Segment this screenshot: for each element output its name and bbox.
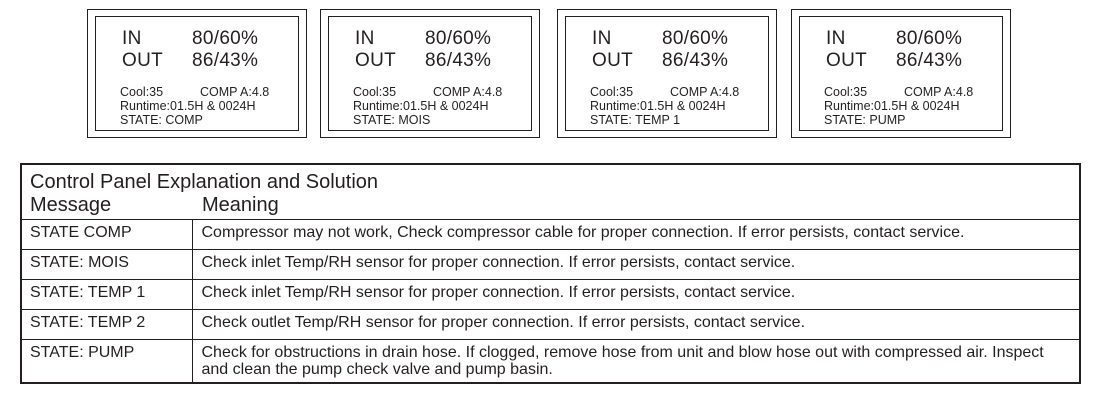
message-cell: STATE: TEMP 1 [21,280,192,310]
lcd-in-row [592,29,728,49]
lcd-screen [95,16,299,131]
lcd-display-mois [320,9,540,138]
lcd-display-pump [791,9,1011,138]
lcd-out-row [592,51,728,71]
lcd-display-temp1 [557,9,777,138]
in-value: 80/60% [425,28,492,49]
lcd-display-comp [87,9,307,138]
meaning-cell: Check for obstructions in drain hose. If clogged, remove hose from unit and blow hose out with compressed air. Inspect and clean the pump check valve and pump basin. [192,340,1080,384]
meaning-cell: Check outlet Temp/RH sensor for proper connection. If error persists, contact service. [192,310,1080,340]
table-title-row [21,164,1080,220]
lcd-cool-comp-line [353,85,502,99]
table-row [21,310,1080,340]
lcd-out-row [826,51,962,71]
in-value: 80/60% [192,28,259,49]
comp-value: COMP A:4.8 [200,85,270,99]
column-header-meaning: Meaning [202,194,279,216]
lcd-state-line: STATE: COMP [120,113,203,127]
lcd-screen [565,16,769,131]
lcd-in-row [355,29,491,49]
lcd-cool-comp-line [120,85,269,99]
in-label: IN [122,28,142,49]
lcd-runtime-line: Runtime:01.5H & 0024H [824,99,960,113]
in-value: 80/60% [896,28,963,49]
lcd-state-line: STATE: PUMP [824,113,906,127]
comp-value: COMP A:4.8 [904,85,974,99]
message-cell: STATE: TEMP 2 [21,310,192,340]
out-value: 86/43% [662,50,729,71]
comp-value: COMP A:4.8 [433,85,503,99]
out-value: 86/43% [896,50,963,71]
out-value: 86/43% [425,50,492,71]
in-value: 80/60% [662,28,729,49]
comp-value: COMP A:4.8 [670,85,740,99]
lcd-runtime-line: Runtime:01.5H & 0024H [353,99,489,113]
meaning-cell: Check inlet Temp/RH sensor for proper connection. If error persists, contact service. [192,280,1080,310]
lcd-state-line: STATE: MOIS [353,113,431,127]
cool-value: Cool:35 [590,85,634,99]
in-label: IN [592,28,612,49]
table-row [21,280,1080,310]
out-label: OUT [826,50,868,71]
lcd-screen [799,16,1003,131]
explanation-table [20,163,1081,384]
table-title: Control Panel Explanation and Solution [30,171,379,193]
out-label: OUT [592,50,634,71]
table-row [21,340,1080,384]
message-cell: STATE: MOIS [21,250,192,280]
in-label: IN [355,28,375,49]
cool-value: Cool:35 [120,85,164,99]
column-header-message: Message [30,194,112,216]
meaning-cell: Compressor may not work, Check compressor cable for proper connection. If error persists, contact service. [192,220,1080,250]
out-label: OUT [122,50,164,71]
lcd-out-row [355,51,491,71]
in-label: IN [826,28,846,49]
lcd-in-row [122,29,258,49]
cool-value: Cool:35 [824,85,868,99]
message-cell: STATE: PUMP [21,340,192,384]
column-headers [30,194,1071,217]
lcd-state-line: STATE: TEMP 1 [590,113,681,127]
out-label: OUT [355,50,397,71]
message-cell: STATE COMP [21,220,192,250]
table-row [21,250,1080,280]
out-value: 86/43% [192,50,259,71]
table-row [21,220,1080,250]
cool-value: Cool:35 [353,85,397,99]
table-header [21,164,1080,220]
lcd-runtime-line: Runtime:01.5H & 0024H [120,99,256,113]
meaning-cell: Check inlet Temp/RH sensor for proper connection. If error persists, contact service. [192,250,1080,280]
lcd-out-row [122,51,258,71]
lcd-in-row [826,29,962,49]
lcd-cool-comp-line [590,85,739,99]
lcd-screen [328,16,532,131]
lcd-cool-comp-line [824,85,973,99]
lcd-runtime-line: Runtime:01.5H & 0024H [590,99,726,113]
